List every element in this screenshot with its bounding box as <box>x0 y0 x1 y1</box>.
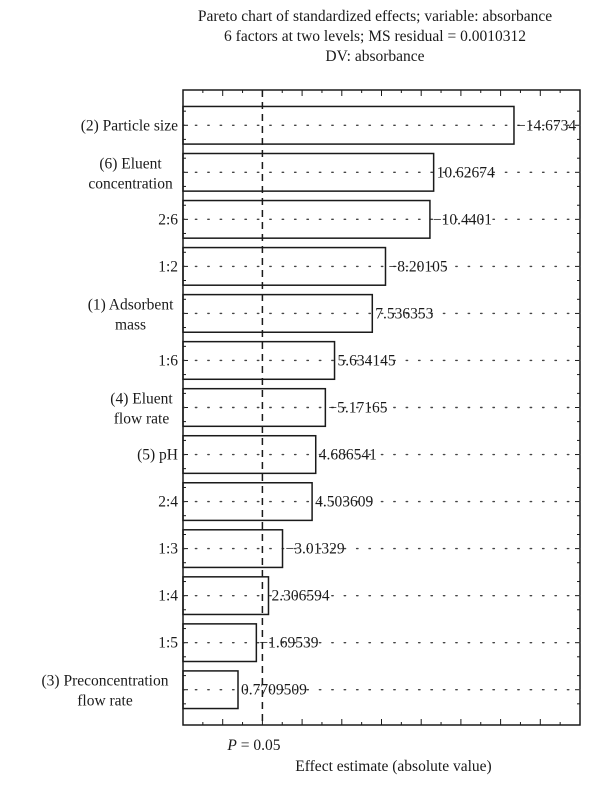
category-label: 2:4 <box>158 493 178 511</box>
category-label: (4) Eluent <box>110 390 173 408</box>
data-label: −8.20105 <box>388 258 448 276</box>
category-label: flow rate <box>77 692 133 710</box>
data-label: 4.503609 <box>315 493 374 511</box>
category-label: 1:6 <box>158 352 178 370</box>
category-label: 2:6 <box>158 211 178 229</box>
data-label: 5.634145 <box>337 352 396 370</box>
category-label: (2) Particle size <box>80 117 178 135</box>
data-label: −3.01329 <box>285 540 345 558</box>
category-label: 1:2 <box>158 258 178 276</box>
chart-subtitle-dv: DV: absorbance <box>325 48 425 65</box>
data-label: 7.536353 <box>375 305 434 323</box>
data-label: −10.4401 <box>432 211 493 229</box>
data-label: −5.17165 <box>328 399 388 417</box>
data-label: −14.6734 <box>516 117 577 135</box>
category-label: (3) Preconcentration <box>41 672 169 690</box>
data-label: 10.62674 <box>436 164 495 182</box>
x-axis-label: Effect estimate (absolute value) <box>295 758 492 775</box>
chart-title: Pareto chart of standardized effects; variable: absorbance <box>197 8 553 25</box>
category-label: concentration <box>88 175 173 193</box>
category-label: (1) Adsorbent <box>87 296 174 314</box>
p-value-label: P = 0.05 <box>227 737 281 754</box>
category-label: (6) Eluent <box>99 155 162 173</box>
bar <box>183 671 238 709</box>
category-label: 1:4 <box>158 587 178 605</box>
data-label: 0.7709509 <box>241 681 307 699</box>
data-label: 2.306594 <box>271 587 330 605</box>
category-label: (5) pH <box>137 446 178 464</box>
bar <box>183 483 312 521</box>
category-label: 1:3 <box>158 540 178 558</box>
category-label: mass <box>115 316 147 334</box>
chart-subtitle: 6 factors at two levels; MS residual = 0.0010312 <box>224 28 526 45</box>
data-label: 4.686541 <box>318 446 377 464</box>
bar <box>183 389 325 427</box>
data-label: −1.69539 <box>259 634 319 652</box>
category-label: flow rate <box>113 410 170 428</box>
category-label: 1:5 <box>158 634 178 652</box>
